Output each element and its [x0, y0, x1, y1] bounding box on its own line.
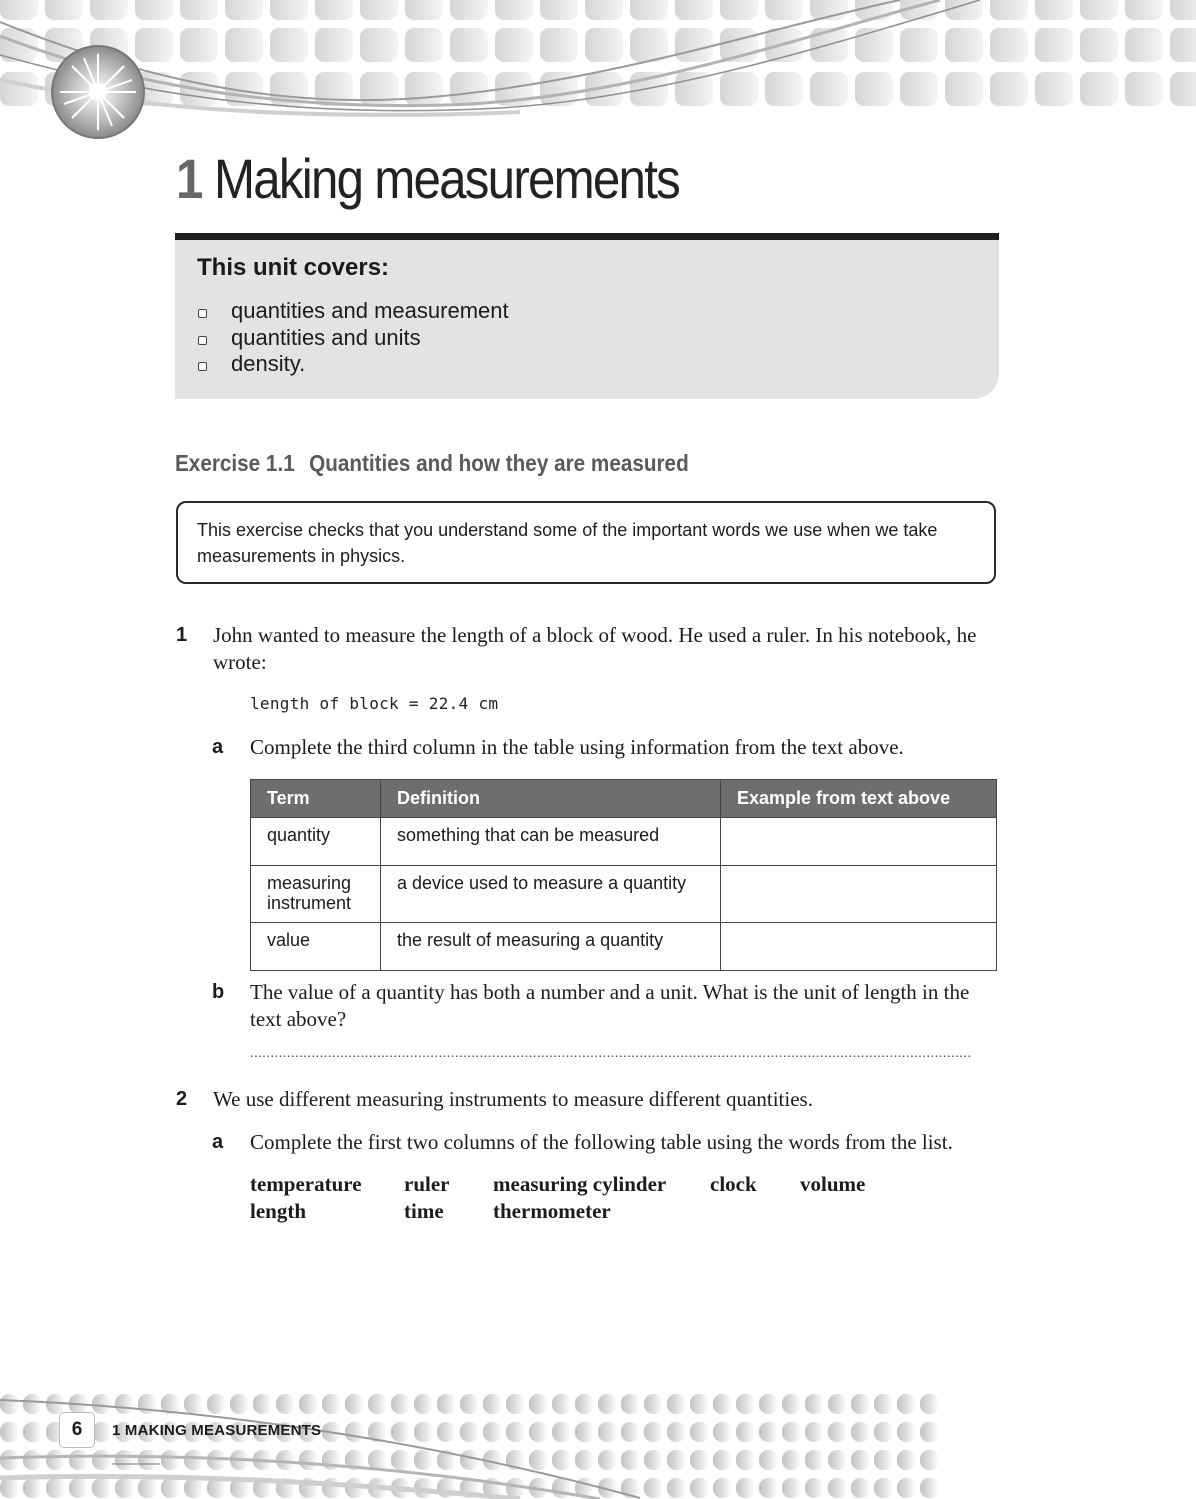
word-clock: clock: [710, 1172, 757, 1196]
unit-covers-heading: This unit covers:: [197, 254, 390, 281]
intro-line-2: measurements in physics.: [197, 546, 406, 566]
word-thermometer: thermometer: [493, 1199, 611, 1223]
chapter-title: [176, 146, 679, 211]
word-measuring-cylinder: measuring cylinder: [493, 1172, 667, 1196]
list-item: density.: [197, 351, 509, 378]
question-1-number: 1: [176, 624, 188, 646]
term-cell: quantity: [251, 818, 381, 866]
checkbox-bullet-icon: [198, 362, 207, 371]
table-row: [251, 866, 997, 923]
example-answer-cell[interactable]: [721, 923, 997, 971]
question-1b-label: b: [212, 981, 225, 1003]
list-item: quantities and units: [197, 325, 509, 352]
question-2a-text: Complete the first two columns of the following table using the words from the list.: [250, 1130, 953, 1154]
word-ruler: ruler: [404, 1172, 450, 1196]
definition-cell: something that can be measured: [381, 818, 721, 866]
table-row: [251, 923, 997, 971]
word-volume: volume: [800, 1172, 866, 1196]
page-number: 6: [71, 1419, 83, 1440]
question-2a-label: a: [212, 1131, 224, 1153]
word-temperature: temperature: [250, 1172, 362, 1196]
header-banner-art: [0, 0, 1196, 145]
term-cell: measuring instrument: [251, 866, 381, 923]
question-2-number: 2: [176, 1088, 188, 1110]
question-1a-text: Complete the third column in the table using information from the text above.: [250, 735, 904, 759]
notebook-note: length of block = 22.4 cm: [250, 694, 499, 713]
word-length: length: [250, 1199, 307, 1223]
question-2-text: We use different measuring instruments to measure different quantities.: [213, 1087, 813, 1111]
column-header-example: Example from text above: [721, 780, 997, 818]
table-row: [251, 818, 997, 866]
unit-covers-list: [197, 298, 509, 378]
intro-line-1: This exercise checks that you understand some of the important words we use when we take: [197, 520, 938, 540]
question-1b-text: The value of a quantity has both a number and a unit. What is the unit of length in the text above?: [250, 980, 970, 1031]
question-1-text: John wanted to measure the length of a block of wood. He used a ruler. In his notebook, he wrote:: [213, 623, 977, 674]
definition-cell: a device used to measure a quantity: [381, 866, 721, 923]
answer-line[interactable]: ................................................................................................................................................................................: [250, 1046, 972, 1060]
exercise-label: Exercise 1.1: [175, 450, 295, 476]
example-answer-cell[interactable]: [721, 818, 997, 866]
exercise-title: Quantities and how they are measured: [309, 450, 689, 476]
chapter-number: 1: [176, 147, 202, 210]
chapter-title-text: Making measurements: [213, 147, 680, 210]
running-footer-title: 1 MAKING MEASUREMENTS: [112, 1422, 322, 1439]
checkbox-bullet-icon: [198, 309, 207, 318]
exercise-intro-box: [176, 501, 996, 584]
checkbox-bullet-icon: [198, 336, 207, 345]
definitions-table: [250, 779, 997, 971]
list-item: quantities and measurement: [197, 298, 509, 325]
table-header-row: [251, 780, 997, 818]
column-header-term: Term: [251, 780, 381, 818]
word-time: time: [404, 1199, 444, 1223]
column-header-definition: Definition: [381, 780, 721, 818]
example-answer-cell[interactable]: [721, 866, 997, 923]
question-1a-label: a: [212, 736, 224, 758]
exercise-heading: [175, 450, 689, 477]
definition-cell: the result of measuring a quantity: [381, 923, 721, 971]
term-cell: value: [251, 923, 381, 971]
unit-covers-box: [175, 233, 999, 399]
footer-banner-art: [0, 1388, 1196, 1499]
